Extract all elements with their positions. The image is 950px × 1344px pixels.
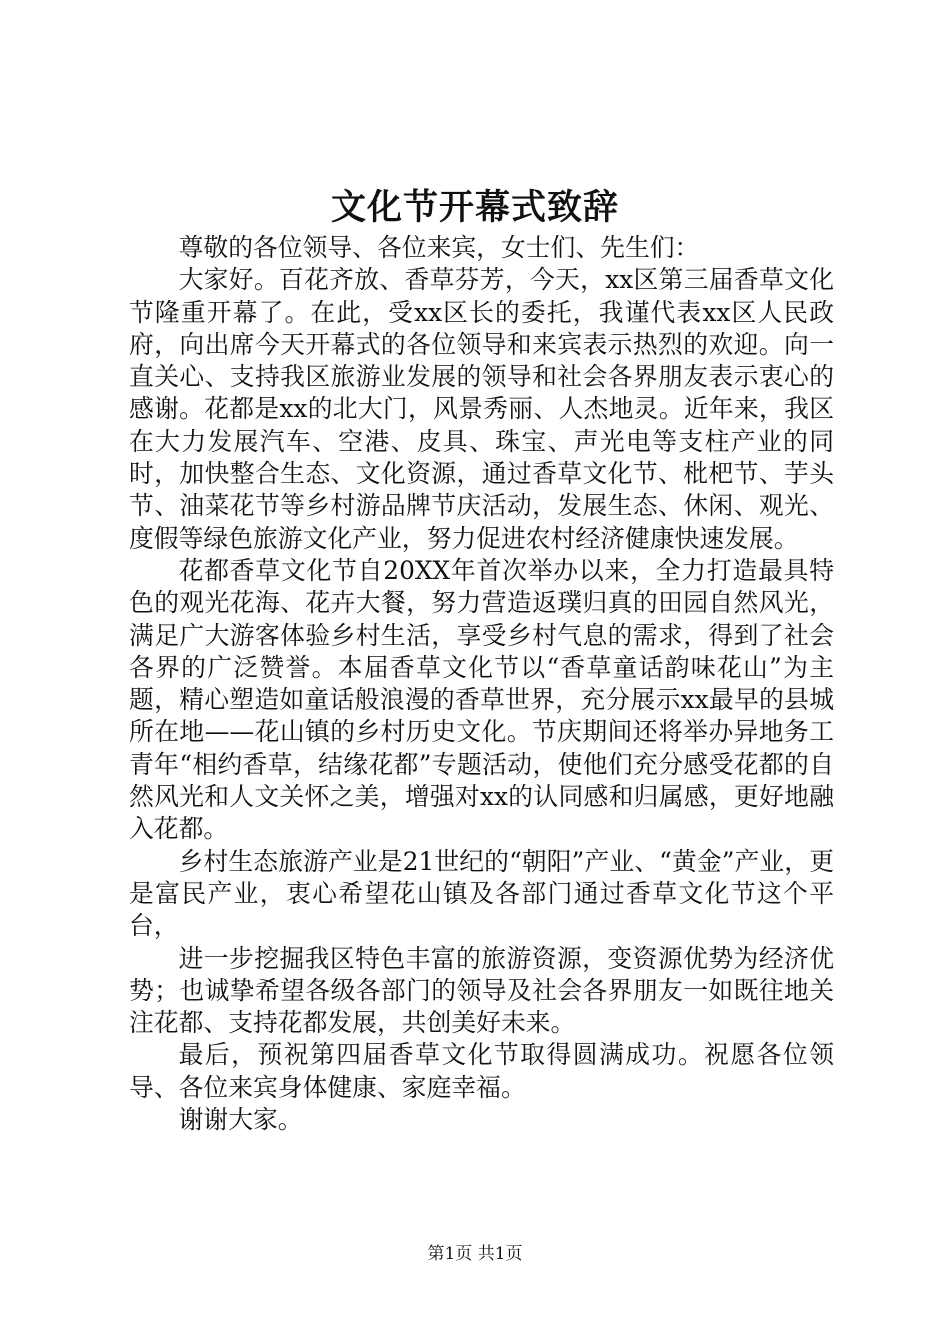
closing-wishes-paragraph: 最后，预祝第四届香草文化节取得圆满成功。祝愿各位领导、各位来宾身体健康、家庭幸福。 xyxy=(129,1040,834,1102)
page-footer: 第1页 共1页 xyxy=(427,1244,523,1264)
welcome-paragraph: 大家好。百花齐放、香草芬芳，今天，xx区第三届香草文化节隆重开幕了。在此，受xx区长的委托，我谨代表xx区人民政府，向出席今天开幕式的各位领导和来宾表示热烈的欢迎。向一直关心、支持我区旅游业发展的领导和社会各界朋友表示衷心的感谢。花都是xx的北大门，风景秀丽、人杰地灵。近年来，我区在大力发展汽车、空港、皮具、珠宝、声光电等支柱产业的同时，加快整合生态、文化资源，通过香草文化节、枇杷节、芋头节、油菜花节等乡村游品牌节庆活动，发展生态、休闲、观光、度假等绿色旅游文化产业，努力促进农村经济健康快速发展。 xyxy=(129,265,834,553)
thanks-paragraph: 谢谢大家。 xyxy=(178,1105,303,1135)
document-title: 文化节开幕式致辞 xyxy=(330,187,619,228)
salutation-paragraph: 尊敬的各位领导、各位来宾，女士们、先生们： xyxy=(178,233,700,262)
document-body xyxy=(129,232,834,1136)
industry-paragraph: 乡村生态旅游产业是21世纪的“朝阳”产业、“黄金”产业，更是富民产业，衷心希望花山镇及各部门通过香草文化节这个平台， xyxy=(129,846,834,941)
festival-history-paragraph: 花都香草文化节自20XX年首次举办以来，全力打造最具特色的观光花海、花卉大餐，努力营造返璞归真的田园自然风光，满足广大游客体验乡村生活，享受乡村气息的需求，得到了社会各界的广泛赞誉。本届香草文化节以“香草童话韵味花山”为主题，精心塑造如童话般浪漫的香草世界，充分展示xx最早的县城所在地——花山镇的乡村历史文化。节庆期间还将举办异地务工青年“相约香草，结缘花都”专题活动，使他们充分感受花都的自然风光和人文关怀之美，增强对xx的认同感和归属感，更好地融入花都。 xyxy=(129,555,834,844)
resources-paragraph: 进一步挖掘我区特色丰富的旅游资源，变资源优势为经济优势；也诚挚希望各级各部门的领导及社会各界朋友一如既往地关注花都、支持花都发展，共创美好未来。 xyxy=(129,943,834,1038)
